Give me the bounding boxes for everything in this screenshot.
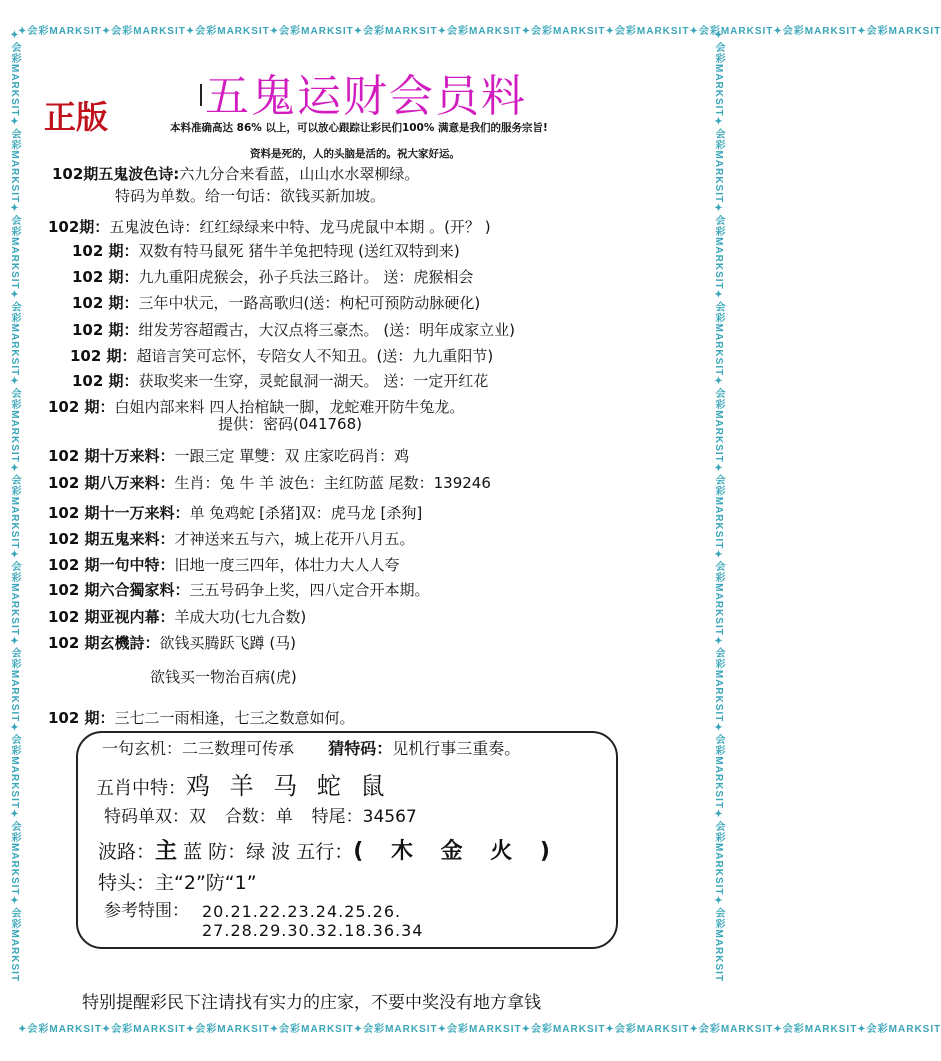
tip-line-text: 一跟三定 單雙：双 庄家吃码肖：鸡 xyxy=(174,447,410,465)
riddle-text: 二三数理可传承 xyxy=(182,739,295,758)
tip-line-prefix: 102 期八万来料： xyxy=(48,474,175,492)
reference-row-1: 20.21.22.23.24.25.26. xyxy=(202,902,402,921)
tip-line-prefix: 102期五鬼波色诗: xyxy=(52,165,180,183)
tip-line-text: 超谙言笑可忘怀，专陪女人不知丑。(送：九九重阳节) xyxy=(136,347,494,365)
tip-line-prefix: 102 期五鬼来料： xyxy=(48,530,175,548)
parity-label: 特码单双： xyxy=(104,807,189,827)
tip-line-prefix: 102期： xyxy=(48,218,110,236)
wave-text: 蓝 防：绿 波 xyxy=(183,841,291,863)
border-watermark-bottom: ✦会彩MARKSIT✦会彩MARKSIT✦会彩MARKSIT✦会彩MARKSIT✦会彩MARKSIT✦会彩MARKSIT✦会彩MARKSIT✦会彩MARKSIT✦会彩MARKSIT✦会彩MARKSIT✦会彩MARKSIT xyxy=(18,1024,941,1035)
head-row xyxy=(98,868,257,895)
tip-line-prefix: 102 期： xyxy=(72,321,139,339)
tip-line xyxy=(48,708,355,728)
tip-line xyxy=(150,667,297,687)
tip-line-prefix: 102 期六合獨家料： xyxy=(48,581,190,599)
tip-line-text: 生肖：兔 牛 羊 波色：主红防蓝 尾数：139246 xyxy=(174,474,491,492)
tip-line-prefix: 102 期： xyxy=(72,268,139,286)
tip-line xyxy=(48,217,491,237)
tip-line-prefix: 102 期： xyxy=(72,242,139,260)
border-watermark-left: ✦会彩MARKSIT✦会彩MARKSIT✦会彩MARKSIT✦会彩MARKSIT✦会彩MARKSIT✦会彩MARKSIT✦会彩MARKSIT✦会彩MARKSIT✦会彩MARKSIT✦会彩MARKSIT✦会彩MARKSIT xyxy=(9,30,20,983)
tip-line xyxy=(48,555,400,575)
element-label: 五行： xyxy=(296,841,354,863)
tip-line-prefix: 102 期一句中特： xyxy=(48,556,175,574)
tip-line-text: 六九分合来看蓝，山山水水翠柳绿。 xyxy=(179,165,420,183)
tip-line-prefix: 102 期： xyxy=(48,398,115,416)
tip-line xyxy=(72,371,488,391)
tip-line xyxy=(115,186,385,206)
genuine-badge: 正版 xyxy=(44,98,109,136)
tip-line xyxy=(72,241,460,261)
head-value: 主“2”防“1” xyxy=(155,872,257,894)
tip-line-text: 欲钱买一物治百病(虎) xyxy=(150,668,297,686)
reference-row-2: 27.28.29.30.32.18.36.34 xyxy=(202,921,424,940)
five-zodiac-label: 五肖中特： xyxy=(96,778,186,799)
tip-line-prefix: 102 期： xyxy=(72,372,139,390)
title-bar-mark xyxy=(200,84,202,106)
parity-row xyxy=(104,802,417,827)
tip-line xyxy=(48,580,430,600)
tip-line-text: 双数有特马鼠死 猪牛羊兔把特现 (送红双特到来) xyxy=(138,242,460,260)
border-watermark-top: ✦会彩MARKSIT✦会彩MARKSIT✦会彩MARKSIT✦会彩MARKSIT✦会彩MARKSIT✦会彩MARKSIT✦会彩MARKSIT✦会彩MARKSIT✦会彩MARKSIT✦会彩MARKSIT✦会彩MARKSIT xyxy=(18,26,941,37)
tip-line-text: 五鬼波色诗：红红绿绿来中特、龙马虎鼠中本期 。(开？ ) xyxy=(109,218,491,236)
guess-text: 见机行事三重奏。 xyxy=(392,739,521,758)
tip-line-text: 三年中状元，一路高歌归(送：枸杞可预防动脉硬化) xyxy=(138,294,481,312)
element-value: ( 木 金 火 ) xyxy=(353,839,560,864)
tip-line-text: 特码为单数。给一句话：欲钱买新加坡。 xyxy=(115,187,386,205)
tip-line-prefix: 102 期： xyxy=(70,347,137,365)
tip-line-text: 羊成大功(七九合数) xyxy=(174,608,307,626)
riddle-label: 一句玄机： xyxy=(102,739,183,758)
subtitle-accuracy: 本料准确高达 86% 以上，可以放心跟踪让彩民们100% 满意是我们的服务宗旨! xyxy=(170,122,548,134)
tip-line-text: 旧地一度三四年，体壮力大人人夸 xyxy=(174,556,400,574)
parity-value: 双 xyxy=(189,807,206,827)
tip-line-text: 三七二一雨相逢，七三之数意如何。 xyxy=(114,709,355,727)
tip-line-prefix: 102 期十万来料： xyxy=(48,447,175,465)
tip-line-prefix: 102 期： xyxy=(72,294,139,312)
tip-line-prefix: 102 期： xyxy=(48,709,115,727)
wave-main: 主 xyxy=(155,839,178,864)
tip-line-text: 九九重阳虎猴会，孙子兵法三路计。 送：虎猴相会 xyxy=(138,268,474,286)
tip-line xyxy=(48,446,409,466)
tip-line xyxy=(70,346,493,366)
riddle-row xyxy=(102,736,520,759)
head-label: 特头： xyxy=(98,872,156,894)
tip-line-text: 三五号码争上奖，四八定合开本期。 xyxy=(189,581,430,599)
tip-line xyxy=(72,267,473,287)
tip-line-text: 才神送来五与六，城上花开八月五。 xyxy=(174,530,415,548)
tip-line xyxy=(52,164,419,184)
tip-line-text: 单 兔鸡蛇 [杀猪]双：虎马龙 [杀狗] xyxy=(189,504,423,522)
tip-line xyxy=(72,320,515,340)
tip-line xyxy=(218,414,362,434)
tip-line xyxy=(48,633,296,653)
page-title: 五鬼运财会员料 xyxy=(205,71,527,122)
five-zodiac-row xyxy=(96,766,391,801)
tip-line-text: 欲钱买腾跃飞蹲 (马) xyxy=(159,634,297,652)
tip-line xyxy=(48,529,415,549)
sum-label: 合数： xyxy=(224,807,276,827)
tip-line-text: 获取奖来一生穿，灵蛇鼠洞一湖天。 送：一定开红花 xyxy=(138,372,489,390)
tip-line-prefix: 102 期玄機詩： xyxy=(48,634,160,652)
wave-row xyxy=(98,834,560,865)
wave-label: 波路： xyxy=(98,841,156,863)
tail-label: 特尾： xyxy=(311,807,363,827)
tip-line-text: 绀发芳容超霞古，大汉点将三豪杰。 (送：明年成家立业) xyxy=(138,321,516,339)
tip-line-text: 白姐内部来料 四人抬棺缺一脚，龙蛇难开防牛兔龙。 xyxy=(114,398,465,416)
tip-line xyxy=(48,503,422,523)
tip-line xyxy=(72,293,480,313)
sum-value: 单 xyxy=(275,807,293,827)
reference-label: 参考特围： xyxy=(104,901,189,921)
guess-label: 猜特码： xyxy=(328,739,393,758)
footer-warning: 特别提醒彩民下注请找有实力的庄家，不要中奖没有地方拿钱 xyxy=(82,993,541,1013)
tip-line-prefix: 102 期亚视内幕： xyxy=(48,608,175,626)
subtitle-luck: 资料是死的，人的头脑是活的。祝大家好运。 xyxy=(250,148,460,160)
tip-line-prefix: 102 期十一万来料： xyxy=(48,504,190,522)
tip-line xyxy=(48,607,306,627)
tip-line-text: 提供：密码(041768) xyxy=(218,415,362,433)
border-watermark-right: ✦会彩MARKSIT✦会彩MARKSIT✦会彩MARKSIT✦会彩MARKSIT✦会彩MARKSIT✦会彩MARKSIT✦会彩MARKSIT✦会彩MARKSIT✦会彩MARKSIT✦会彩MARKSIT✦会彩MARKSIT xyxy=(713,30,724,983)
tail-value: 34567 xyxy=(362,807,417,827)
five-zodiac-value: 鸡 羊 马 蛇 鼠 xyxy=(186,772,391,800)
tip-line xyxy=(48,473,491,493)
